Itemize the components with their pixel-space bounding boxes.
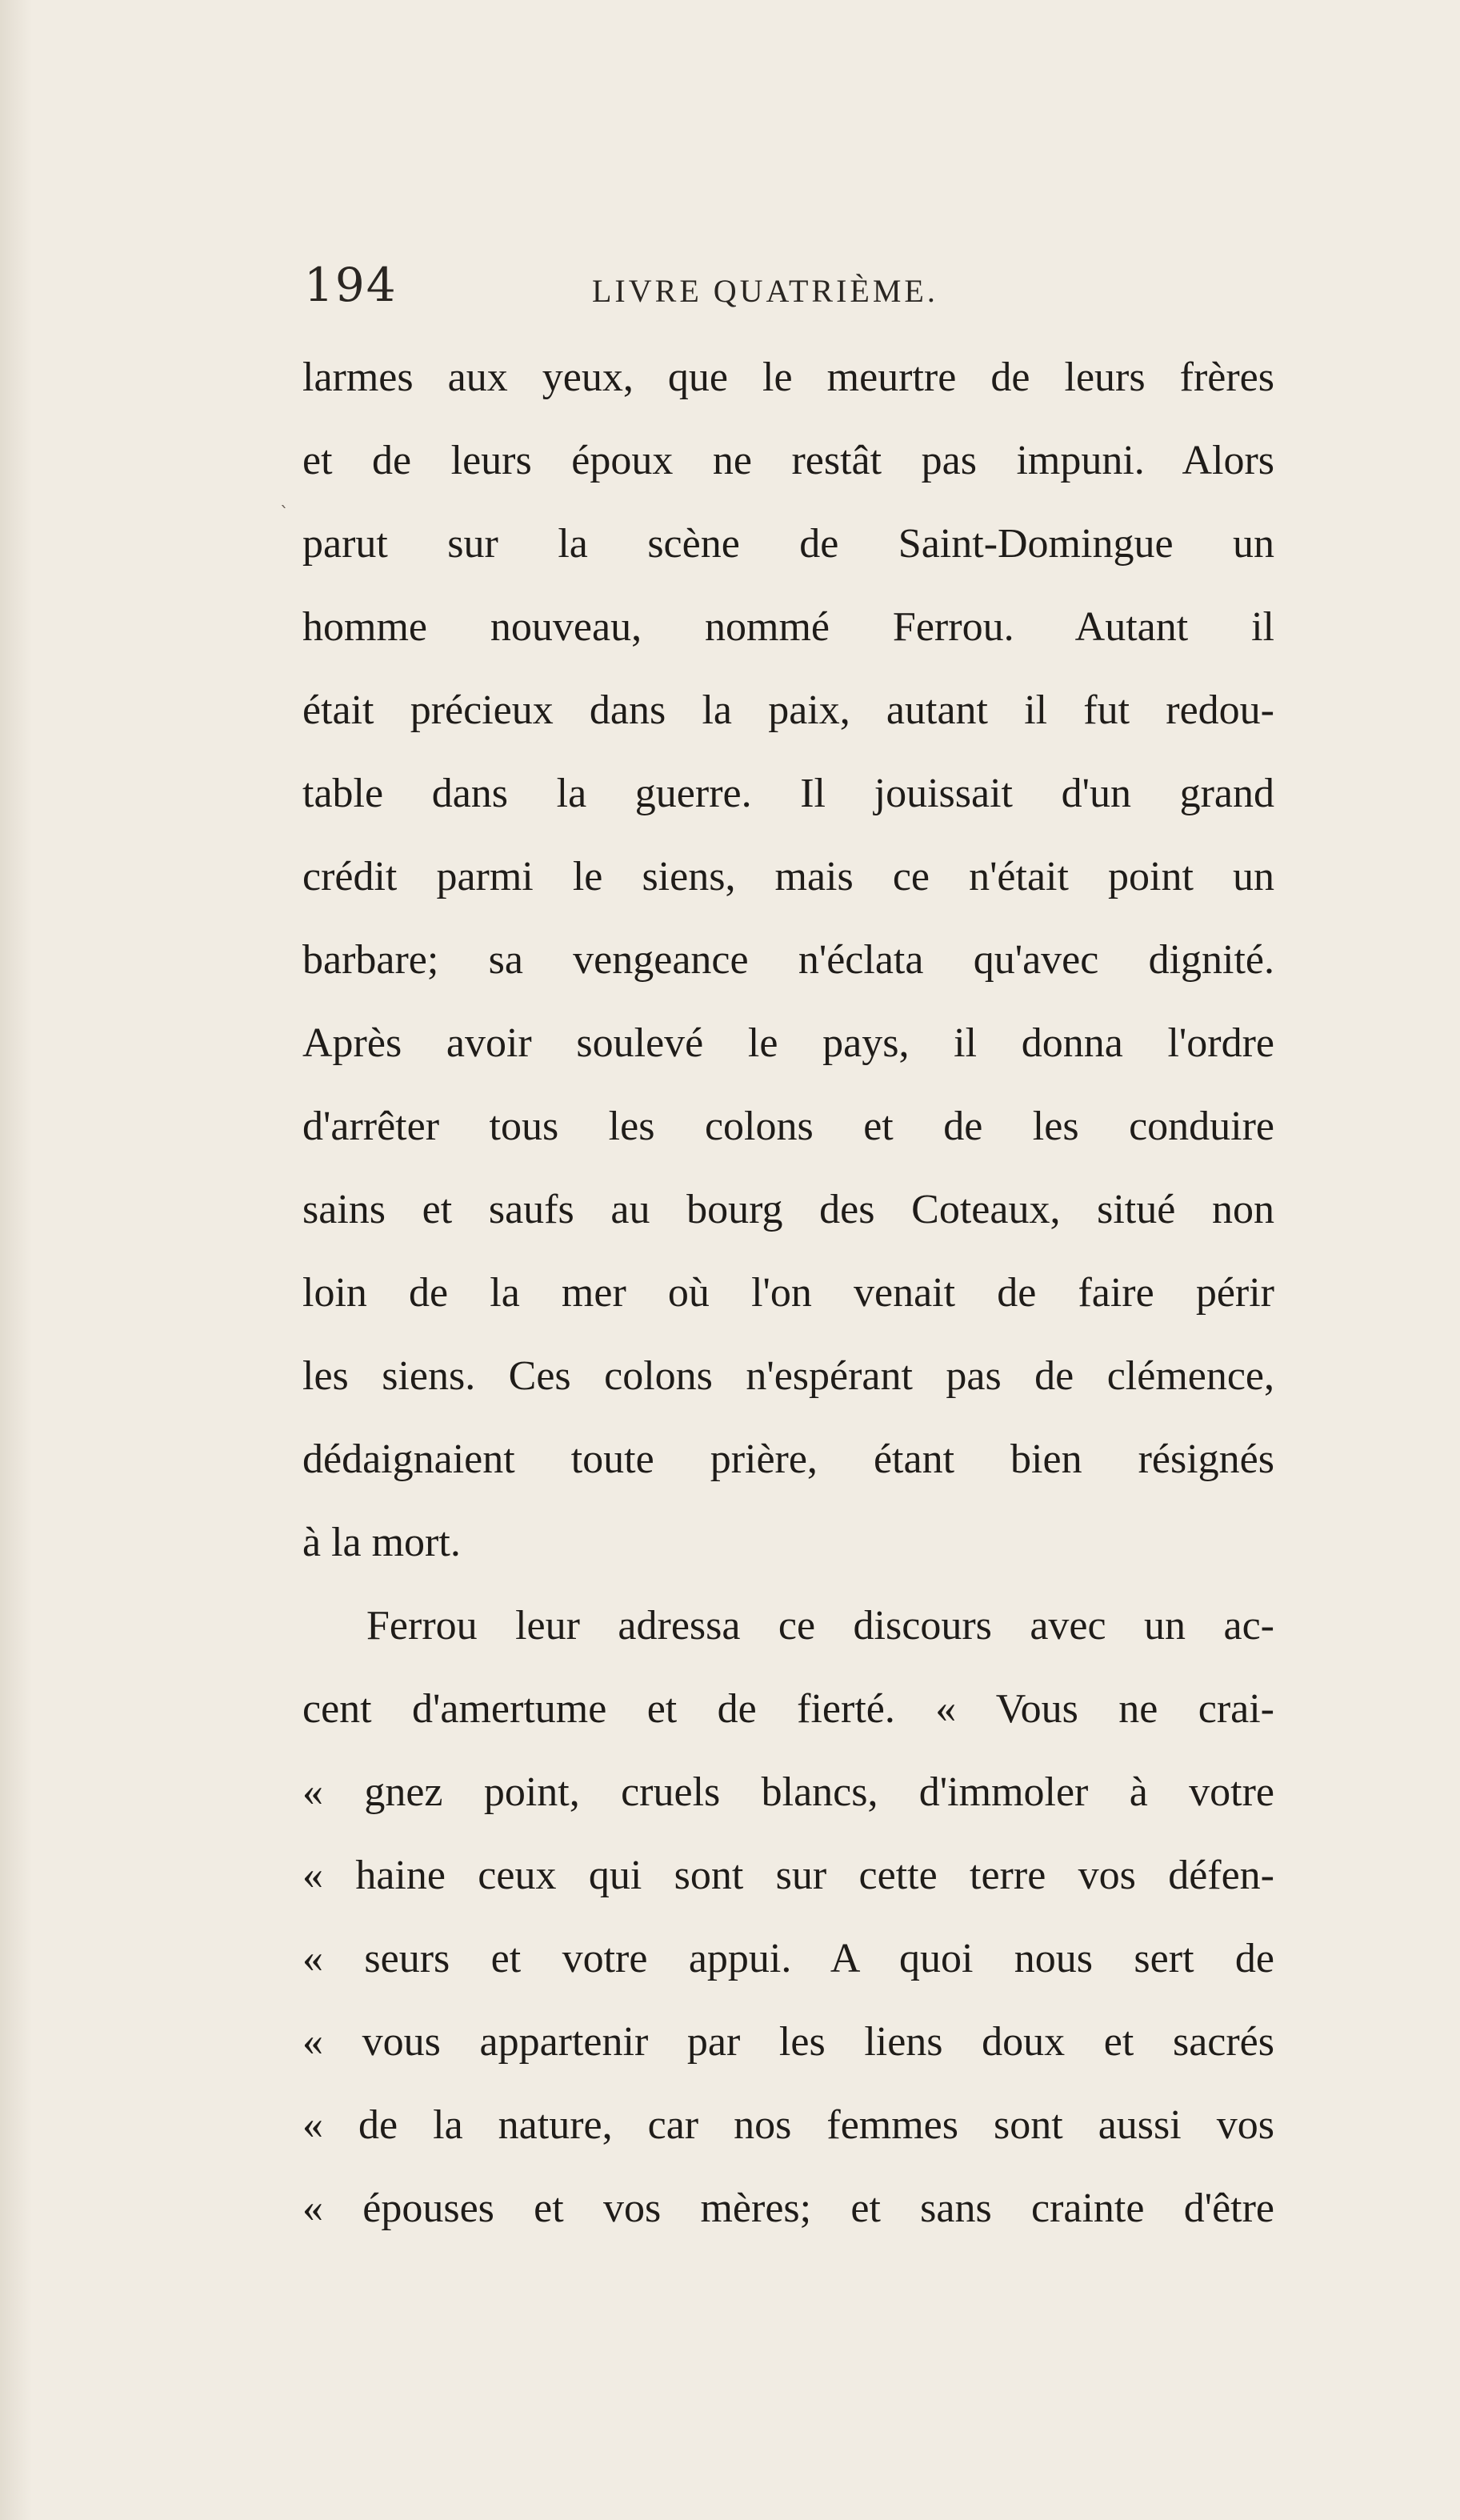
page-header (304, 258, 1288, 322)
text-line: « gnez point, cruels blancs, d'immoler à votre (302, 1769, 1274, 1815)
text-line: « haine ceux qui sont sur cette terre vos défen- (302, 1853, 1274, 1898)
text-line: « épouses et vos mères; et sans crainte d'être (302, 2185, 1274, 2231)
text-line: larmes aux yeux, que le meurtre de leurs frères (302, 355, 1274, 400)
text-line: « vous appartenir par les liens doux et sacrés (302, 2019, 1274, 2065)
text-line: et de leurs époux ne restât pas impuni. Alors (302, 438, 1274, 483)
text-line: les siens. Ces colons n'espérant pas de clémence, (302, 1353, 1274, 1399)
text-line: « de la nature, car nos femmes sont aussi vos (302, 2102, 1274, 2148)
text-line: sains et saufs au bourg des Coteaux, situé non (302, 1187, 1274, 1232)
ink-speck: ˋ (280, 504, 289, 524)
body-text (302, 336, 1274, 2250)
text-line: homme nouveau, nommé Ferrou. Autant il (302, 604, 1274, 650)
text-line: table dans la guerre. Il jouissait d'un grand (302, 771, 1274, 816)
text-line-paragraph-end: à la mort. (302, 1520, 461, 1565)
text-line: « seurs et votre appui. A quoi nous sert de (302, 1936, 1274, 1981)
text-line: cent d'amertume et de fierté. « Vous ne crai- (302, 1686, 1274, 1732)
text-line: Après avoir soulevé le pays, il donna l'ordre (302, 1020, 1274, 1066)
text-line: crédit parmi le siens, mais ce n'était point un (302, 854, 1274, 899)
text-line-paragraph-start: Ferrou leur adressa ce discours avec un ac- (366, 1603, 1274, 1649)
running-head: LIVRE QUATRIÈME. (592, 273, 938, 309)
text-line: dédaignaient toute prière, étant bien résignés (302, 1436, 1274, 1482)
page-number: 194 (304, 258, 398, 312)
text-line: parut sur la scène de Saint-Domingue un (302, 521, 1274, 567)
text-line: était précieux dans la paix, autant il fut redou- (302, 687, 1274, 733)
text-line: d'arrêter tous les colons et de les conduire (302, 1104, 1274, 1149)
page-edge-shadow (0, 0, 32, 2520)
text-line: loin de la mer où l'on venait de faire périr (302, 1270, 1274, 1316)
text-line: barbare; sa vengeance n'éclata qu'avec dignité. (302, 937, 1274, 983)
